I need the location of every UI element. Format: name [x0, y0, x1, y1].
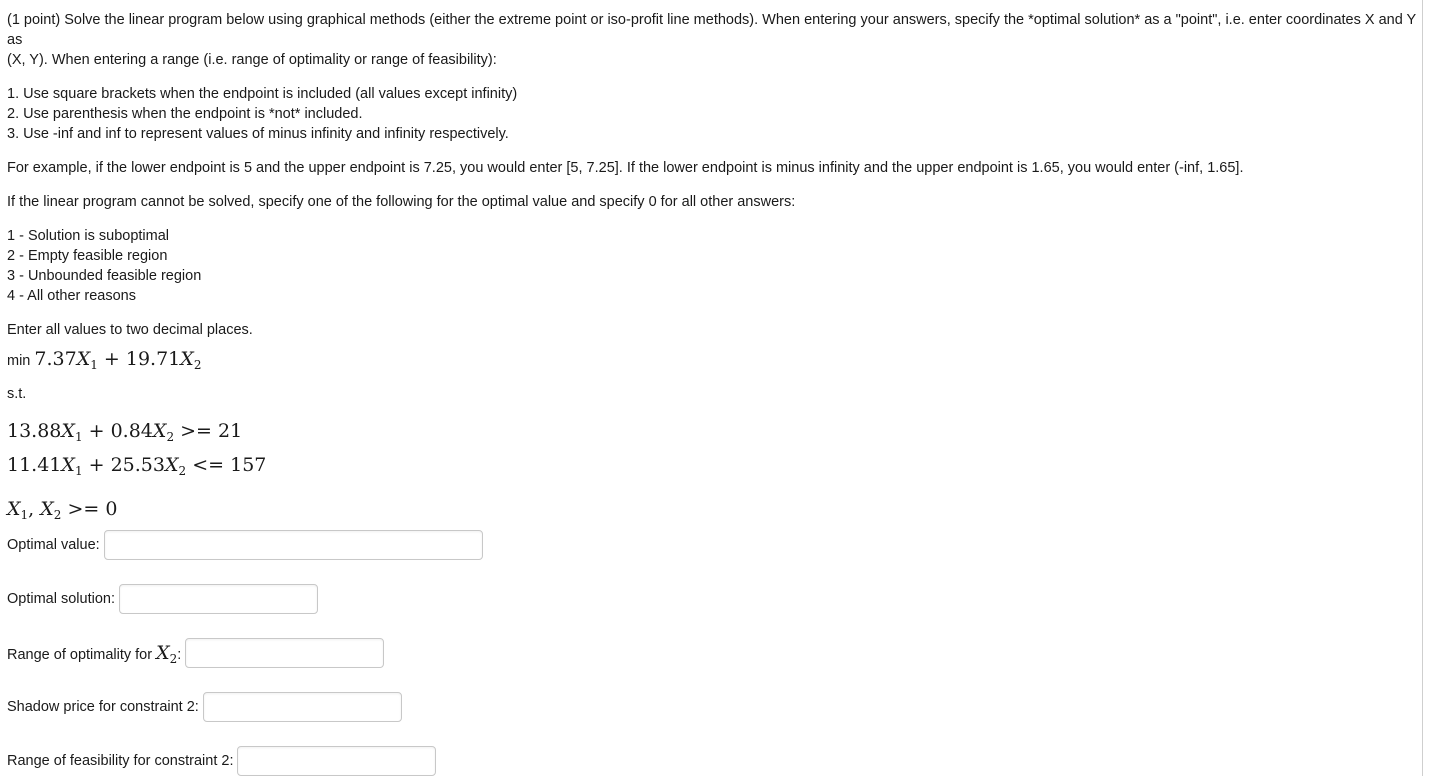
decimals-text: Enter all values to two decimal places.: [7, 322, 253, 338]
subject-to-label: s.t.: [7, 386, 27, 402]
shadow-price-input[interactable]: [203, 692, 402, 722]
intro-line-2: (X, Y). When entering a range (i.e. range of optimality or range of feasibility):: [7, 52, 497, 68]
constraint-1: $13.88X_1 + 0.84X_2 >= 21$: [7, 420, 243, 444]
example-text: For example, if the lower endpoint is 5 and the upper endpoint is 7.25, you would enter [5, 7.25]. If the lower endpoint is minus infinity and the upper endpoint is 1.65, you would enter (-inf, 1.65].: [7, 160, 1244, 176]
rule-item: 3. Use -inf and inf to represent values of minus infinity and infinity respectively.: [7, 126, 509, 142]
optimal-solution-label: Optimal solution:: [7, 591, 115, 607]
optimal-value-row: [7, 530, 1422, 560]
constraints: [7, 414, 1422, 482]
objective-expression: $7.37X_1 + 19.71X_2$: [34, 348, 202, 372]
rule-item: 1. Use square brackets when the endpoint is included (all values except infinity): [7, 86, 518, 102]
shadow-price-label: Shadow price for constraint 2:: [7, 699, 199, 715]
objective-label: min: [7, 353, 31, 369]
shadow-price-row: [7, 692, 1422, 722]
range-feasibility-label: Range of feasibility for constraint 2:: [7, 753, 234, 769]
objective-function: [7, 348, 1422, 370]
optimal-solution-input[interactable]: [119, 584, 318, 614]
range-optimality-input[interactable]: [185, 638, 384, 668]
reason-item: 3 - Unbounded feasible region: [7, 268, 202, 284]
reason-item: 2 - Empty feasible region: [7, 248, 168, 264]
optimal-solution-row: [7, 584, 1422, 614]
cannot-solve-text: If the linear program cannot be solved, specify one of the following for the optimal value and specify 0 for all other answers:: [7, 194, 796, 210]
optimal-value-label: Optimal value:: [7, 537, 100, 553]
constraint-2: $11.41X_1 + 25.53X_2 <= 157$: [7, 454, 267, 478]
objective-coef-2: 19.71: [125, 348, 181, 370]
answer-fields: [7, 530, 1422, 776]
nonnegativity-constraint: $X_1$, $X_2 >= 0$: [7, 498, 118, 522]
intro-text: [7, 10, 1422, 70]
range-optimality-label: Range of optimality for $X_2$:: [7, 642, 182, 666]
range-optimality-row: [7, 638, 1422, 668]
optimal-value-input[interactable]: [104, 530, 483, 560]
reason-item: 1 - Solution is suboptimal: [7, 228, 169, 244]
rule-item: 2. Use parenthesis when the endpoint is *not* included.: [7, 106, 363, 122]
objective-coef-1: 7.37: [34, 348, 77, 370]
rules-list: [7, 84, 1422, 144]
range-feasibility-input[interactable]: [237, 746, 436, 776]
reason-item: 4 - All other reasons: [7, 288, 136, 304]
intro-line-1: (1 point) Solve the linear program below using graphical methods (either the extreme point or iso-profit line methods). When entering your answers, specify the *optimal solution* as a "point", i.e. enter coordinates X and Y as: [7, 12, 1416, 48]
reasons-list: [7, 226, 1422, 306]
range-feasibility-row: [7, 746, 1422, 776]
